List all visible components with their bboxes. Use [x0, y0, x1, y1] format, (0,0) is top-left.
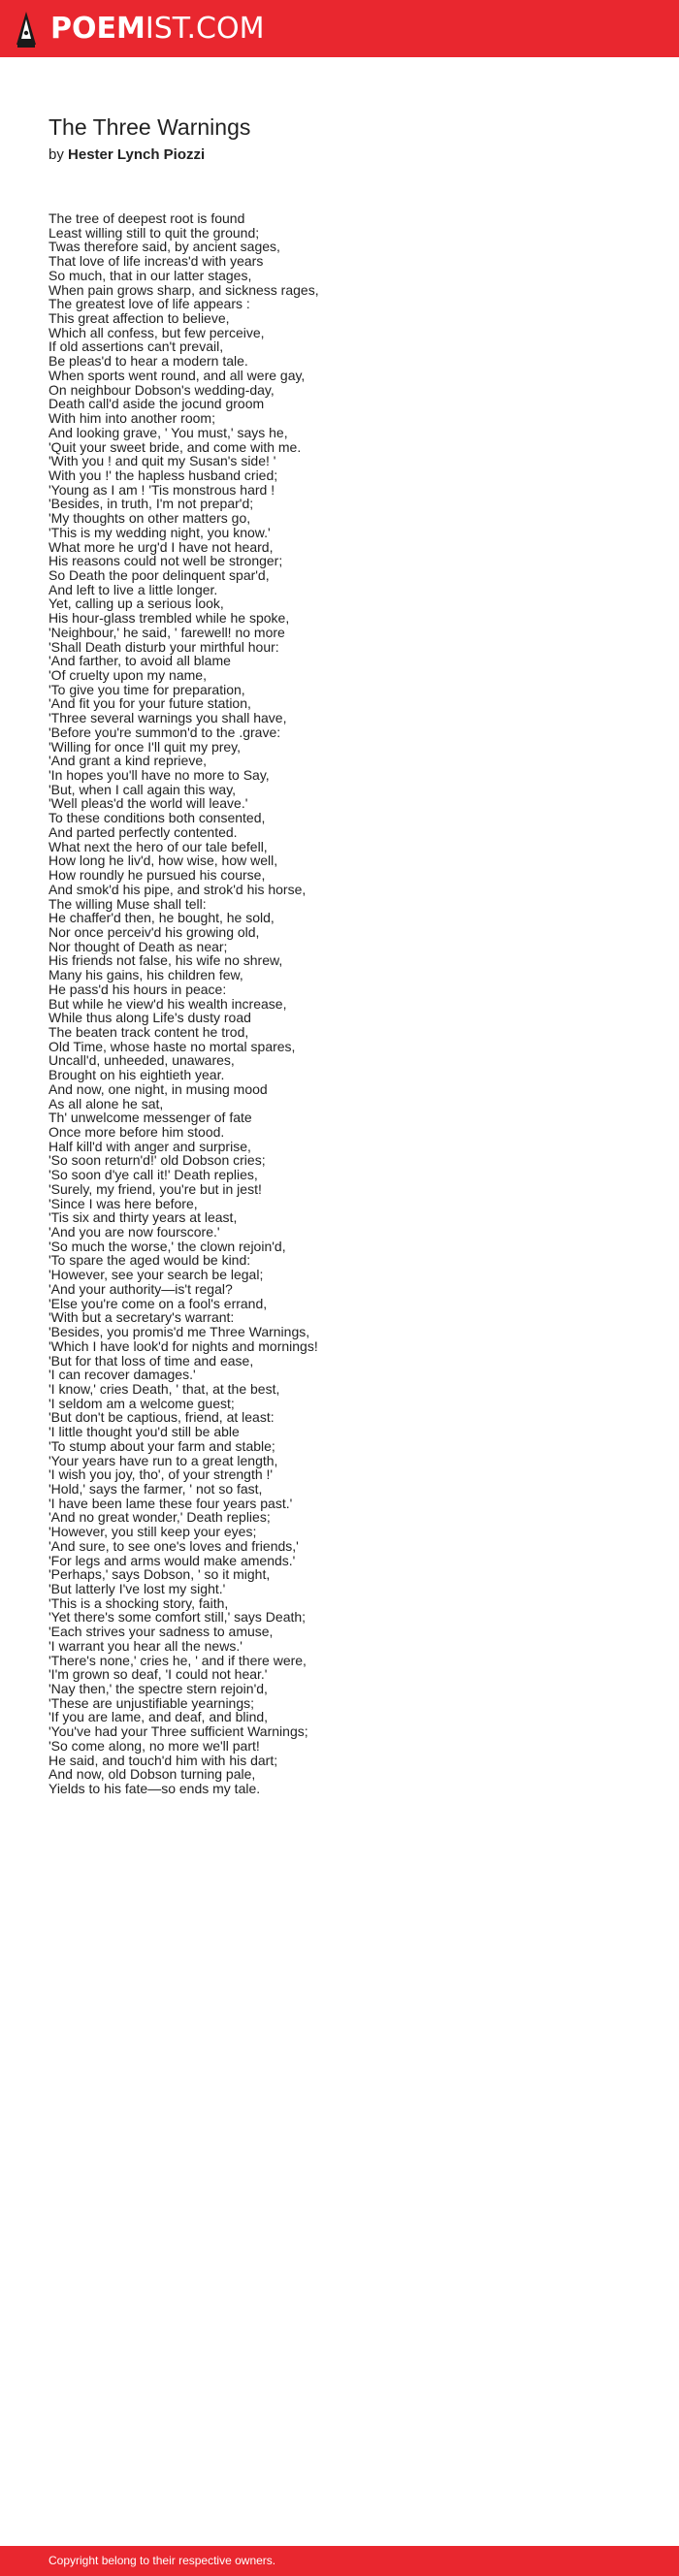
poem-line: He said, and touch'd him with his dart; [48, 1752, 278, 1768]
poem-line: 'Else you're come on a fool's errand, [48, 1295, 268, 1311]
poem-line: And smok'd his pipe, and strok'd his horse, [48, 881, 307, 897]
poem-line: 'Hold,' says the farmer, ' not so fast, [48, 1480, 263, 1497]
poem-line: 'And no great wonder,' Death replies; [48, 1509, 271, 1526]
poem-line: 'So much the worse,' the clown rejoin'd, [48, 1238, 286, 1254]
poem-line: The willing Muse shall tell: [48, 895, 207, 912]
poem-line: 'However, see your search be legal; [48, 1267, 264, 1283]
poem-author[interactable]: Hester Lynch Piozzi [68, 146, 206, 163]
poem-line: 'And grant a kind reprieve, [48, 753, 207, 769]
poem-line: 'Well pleas'd the world will leave.' [48, 795, 248, 812]
poem-line: 'If you are lame, and deaf, and blind, [48, 1709, 269, 1725]
poem-line: 'I can recover damages.' [48, 1367, 196, 1383]
poem-line: Brought on his eightieth year. [48, 1067, 225, 1083]
poem-line: 'So soon d'ye call it!' Death replies, [48, 1167, 258, 1183]
poem-line: 'And fit you for your future station, [48, 695, 251, 712]
poem-line: Least willing still to quit the ground; [48, 224, 260, 241]
poem-line: This great affection to believe, [48, 310, 230, 327]
poem-line: So much, that in our latter stages, [48, 267, 252, 283]
poem-line: 'With you ! and quit my Susan's side! ' [48, 453, 276, 469]
poem-line: Th' unwelcome messenger of fate [48, 1110, 252, 1126]
poem-line: 'These are unjustifiable yearnings; [48, 1694, 255, 1711]
poem-line: Yet, calling up a serious look, [48, 596, 224, 612]
poem-line: 'Which I have look'd for nights and mornings! [48, 1337, 318, 1354]
poem-line: If old assertions can't prevail, [48, 338, 224, 355]
poem-line: Death call'd aside the jocund groom [48, 396, 265, 412]
poem-line: 'Willing for once I'll quit my prey, [48, 738, 242, 755]
poem-line: So Death the poor delinquent spar'd, [48, 566, 270, 583]
poem-line: He pass'd his hours in peace: [48, 981, 227, 997]
poem-line: Be pleas'd to hear a modern tale. [48, 353, 248, 370]
poem-line: How long he liv'd, how wise, how well, [48, 853, 278, 869]
poem-line: While thus along Life's dusty road [48, 1010, 251, 1026]
poem-line: 'Each strives your sadness to amuse, [48, 1624, 274, 1640]
poem-line: 'To spare the aged would be kind: [48, 1252, 251, 1269]
poem-line: 'Perhaps,' says Dobson, ' so it might, [48, 1566, 271, 1583]
poem-line: And now, old Dobson turning pale, [48, 1766, 256, 1783]
pen-nib-icon[interactable] [16, 10, 37, 48]
poem-line: His reasons could not well be stronger; [48, 553, 283, 569]
poem-line: 'Of cruelty upon my name, [48, 667, 207, 683]
poem-line: 'But latterly I've lost my sight.' [48, 1581, 226, 1596]
site-header [0, 0, 679, 57]
poem-line: 'Quit your sweet bride, and come with me. [48, 438, 302, 455]
poem-line: His friends not false, his wife no shrew, [48, 952, 283, 969]
poem-byline [48, 145, 630, 165]
poem-line: When pain grows sharp, and sickness rages, [48, 281, 319, 298]
poem-line: 'For legs and arms would make amends.' [48, 1552, 296, 1568]
poem-line: 'To give you time for preparation, [48, 681, 245, 697]
poem-line: 'Yet there's some comfort still,' says Death; [48, 1609, 307, 1626]
poem-line: 'I warrant you hear all the news.' [48, 1637, 242, 1654]
poem-line: 'Before you're summon'd to the .grave: [48, 724, 281, 740]
poem-line: 'I wish you joy, tho', of your strength !' [48, 1466, 274, 1483]
poem-line: Twas therefore said, by ancient sages, [48, 239, 280, 255]
poem-line: 'I little thought you'd still be able [48, 1424, 240, 1440]
poem-line: 'You've had your Three sufficient Warnings; [48, 1723, 308, 1740]
poem-line: 'With but a secretary's warrant: [48, 1309, 235, 1326]
poem-line: What next the hero of our tale befell, [48, 838, 268, 854]
poem-line: 'I seldom am a welcome guest; [48, 1395, 235, 1411]
poem-line: 'There's none,' cries he, ' and if there were, [48, 1652, 307, 1668]
poem-line: Many his gains, his children few, [48, 967, 243, 983]
poem-line: Uncall'd, unheeded, unawares, [48, 1052, 235, 1069]
poem-line: And left to live a little longer. [48, 581, 218, 597]
poem-line: And now, one night, in musing mood [48, 1080, 268, 1097]
poem-line: On neighbour Dobson's wedding-day, [48, 381, 275, 398]
poem-line: 'Three several warnings you shall have, [48, 710, 287, 726]
poem-line: 'So soon return'd!' old Dobson cries; [48, 1152, 266, 1169]
poem-line: 'Since I was here before, [48, 1195, 198, 1211]
poem-line: 'And sure, to see one's loves and friends,' [48, 1537, 299, 1554]
poem-line: When sports went round, and all were gay, [48, 367, 306, 383]
poem-heading [48, 109, 630, 165]
poem-line: And parted perfectly contented. [48, 823, 238, 840]
poem-line: 'This is a shocking story, faith, [48, 1594, 229, 1611]
poem-line: With him into another room; [48, 410, 215, 427]
poem-line: He chaffer'd then, he bought, he sold, [48, 910, 275, 926]
copyright-text: Copyright belong to their respective owners. [48, 2554, 276, 2567]
site-logo-link[interactable] [50, 12, 264, 46]
poem-line: 'In hopes you'll have no more to Say, [48, 767, 270, 784]
poem-line: Nor thought of Death as near; [48, 938, 228, 954]
poem-line: But while he view'd his wealth increase, [48, 995, 287, 1012]
by-label: by [48, 146, 64, 163]
poem-line: 'But, when I call again this way, [48, 781, 237, 797]
poem-body [48, 211, 630, 1796]
poem-line: As all alone he sat, [48, 1095, 164, 1111]
poem-line: Yields to his fate—so ends my tale. [48, 1781, 261, 1797]
poem-line: 'And your authority—is't regal? [48, 1280, 233, 1297]
poem-line: 'I'm grown so deaf, 'I could not hear.' [48, 1666, 268, 1683]
poem-line: 'Shall Death disturb your mirthful hour: [48, 638, 279, 655]
poem-line: 'But for that loss of time and ease, [48, 1352, 254, 1368]
brand-bold: POEM [50, 12, 146, 46]
poem-line: 'So come along, no more we'll part! [48, 1737, 260, 1754]
poem-line: 'Your years have run to a great length, [48, 1452, 278, 1468]
poem-line: 'However, you still keep your eyes; [48, 1524, 257, 1540]
poem-line: Half kill'd with anger and surprise, [48, 1138, 251, 1154]
brand-light: IST.COM [145, 12, 265, 46]
poem-line: 'Besides, you promis'd me Three Warnings, [48, 1324, 310, 1340]
poem-line: With you !' the hapless husband cried; [48, 467, 278, 483]
poem-line: 'And farther, to avoid all blame [48, 653, 231, 669]
poem-line: 'But don't be captious, friend, at least: [48, 1409, 275, 1426]
poem-line: And looking grave, ' You must,' says he, [48, 424, 288, 440]
poem-line: What more he urg'd I have not heard, [48, 538, 274, 555]
poem-line: 'This is my wedding night, you know.' [48, 524, 271, 540]
poem-line: Old Time, whose haste no mortal spares, [48, 1038, 296, 1054]
poem-line: 'Neighbour,' he said, ' farewell! no more [48, 624, 285, 640]
poem-line: His hour-glass trembled while he spoke, [48, 610, 290, 627]
poem-line: 'Surely, my friend, you're but in jest! [48, 1180, 262, 1197]
poem-line: Nor once perceiv'd his growing old, [48, 923, 260, 940]
site-footer [0, 2546, 679, 2576]
poem-line: Which all confess, but few perceive, [48, 324, 265, 340]
poem-line: That love of life increas'd with years [48, 253, 264, 270]
poem-line: 'Young as I am ! 'Tis monstrous hard ! [48, 481, 275, 498]
poem-line: To these conditions both consented, [48, 810, 266, 826]
poem-line: The tree of deepest root is found [48, 210, 245, 226]
poem-line: 'Tis six and thirty years at least, [48, 1209, 238, 1226]
poem-line: 'I have been lame these four years past.' [48, 1495, 293, 1511]
poem-line: 'Besides, in truth, I'm not prepar'd; [48, 496, 254, 512]
poem-line: The beaten track content he trod, [48, 1023, 249, 1040]
poem-line: How roundly he pursued his course, [48, 867, 266, 884]
poem-line: 'My thoughts on other matters go, [48, 510, 251, 527]
poem-line: Once more before him stood. [48, 1124, 225, 1140]
poem-title: The Three Warnings [48, 114, 251, 140]
poem-line: 'I know,' cries Death, ' that, at the best, [48, 1380, 280, 1397]
poem-line: 'And you are now fourscore.' [48, 1224, 220, 1240]
poem-line: 'To stump about your farm and stable; [48, 1437, 275, 1454]
poem-line: 'Nay then,' the spectre stern rejoin'd, [48, 1681, 268, 1697]
poem-line: The greatest love of life appears : [48, 296, 250, 312]
